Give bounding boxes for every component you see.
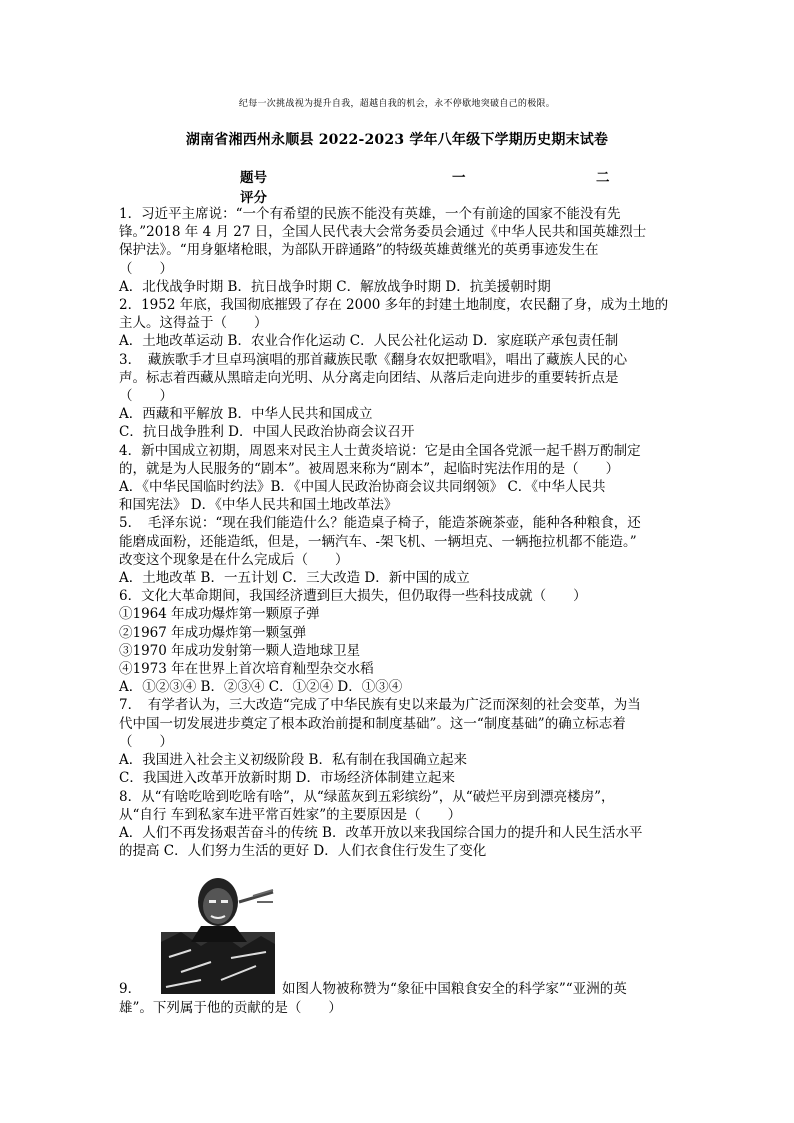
q3-options: C．抗日战争胜利 D．中国人民政治协商会议召开 (119, 424, 415, 441)
q8-line: 从“自行 车到私家车进平常百姓家”的主要原因是（ ） (119, 806, 462, 823)
q7-line: 代中国一切发展进步奠定了根本政治前提和制度基础”。这一“制度基础”的确立标志着 (119, 715, 626, 732)
q5-line: 5． 毛泽东说：“现在我们能造什么？能造桌子椅子，能造茶碗茶壶，能种各种粮食，还 (119, 515, 641, 532)
question-4 (119, 442, 679, 515)
q2-line: 主人。这得益于（ ） (119, 315, 268, 332)
portrait-photo (161, 862, 275, 994)
q7-line: 7． 有学者认为，三大改造“完成了中华民族有史以来最为广泛而深刻的社会变革，为当 (119, 697, 641, 714)
q1-line: （ ） (119, 260, 173, 277)
q3-line: 3． 藏族歌手才旦卓玛演唱的那首藏族民歌《翻身农奴把歌唱》，唱出了藏族人民的心 (119, 351, 628, 368)
score-row-score (240, 186, 620, 206)
q3-line: 声。标志着西藏从黑暗走向光明、从分离走向团结、从落后走向进步的重要转折点是 (119, 369, 619, 386)
question-3 (119, 351, 679, 442)
q7-options: A．我国进入社会主义初级阶段 B．私有制在我国确立起来 (119, 752, 467, 769)
q3-options: A．西藏和平解放 B．中华人民共和国成立 (119, 406, 373, 423)
q2-options: A．土地改革运动 B．农业合作化运动 C．人民公社化运动 D．家庭联产承包责任制 (119, 333, 619, 350)
score-table (240, 166, 620, 206)
q4-line: 4．新中国成立初期，周恩来对民主人士黄炎培说：它是由全国各党派一起千斟万酌制定 (119, 442, 641, 459)
question-1 (119, 205, 679, 296)
score-label-score: 评分 (240, 190, 267, 206)
question-8 (119, 788, 679, 861)
question-2 (119, 296, 679, 351)
q1-line: 1．习近平主席说：“一个有希望的民族不能没有英雄，一个有前途的国家不能没有先 (119, 206, 621, 222)
q8-options: 的提高 C．人们努力生活的更好 D．人们衣食住行发生了变化 (119, 843, 487, 860)
q5-line: 改变这个现象是在什么完成后（ ） (119, 551, 349, 568)
q4-line: 的，就是为人民服务的“剧本”。被周恩来称为“剧本”，起临时宪法作用的是（ ） (119, 460, 620, 477)
q9-figure-line (119, 862, 679, 1002)
q6-item: ②1967 年成功爆炸第一颗氢弹 (119, 624, 307, 641)
q4-options: 和国宪法》 D．《中华人民共和国土地改革法》 (119, 497, 398, 514)
q7-options: C．我国进入改革开放新时期 D．市场经济体制建立起来 (119, 770, 455, 787)
q6-item: ①1964 年成功爆炸第一颗原子弹 (119, 606, 320, 623)
q6-options: A．①②③④ B．②③④ C．①②④ D．①③④ (119, 679, 403, 696)
question-9 (119, 862, 679, 1016)
q1-line: 保护法》。“用身躯堵枪眼，为部队开辟通路”的特级英雄黄继光的英勇事迹发生在 (119, 242, 599, 259)
q6-item: ④1973 年在世界上首次培育籼型杂交水稻 (119, 661, 374, 678)
score-col-two: 二 (596, 170, 610, 186)
q3-line: （ ） (119, 388, 173, 405)
q2-line: 2．1952 年底，我国彻底摧毁了存在 2000 多年的封建土地制度，农民翻了身，成为土地的 (119, 297, 669, 314)
question-7 (119, 696, 679, 787)
q5-line: 能磨成面粉，还能造纸，但是，一辆汽车、-架飞机、一辆坦克、一辆拖拉机都不能造。” (119, 533, 637, 550)
q9-number: 9． (119, 981, 142, 998)
q8-options: A．人们不再发扬艰苦奋斗的传统 B．改革开放以来我国综合国力的提升和人民生活水平 (119, 824, 643, 841)
q4-options: A．《中华民国临时约法》B．《中国人民政治协商会议共同纲领》 C．《中华人民共 (119, 479, 606, 496)
q8-line: 8．从“有啥吃啥到吃啥有啥”，从“绿蓝灰到五彩缤纷”，从“破烂平房到漂亮楼房”， (119, 788, 615, 805)
question-list (119, 205, 679, 1017)
q6-line: 6．文化大革命期间，我国经济遭到巨大损失，但仍取得一些科技成就（ ） (119, 588, 587, 605)
q5-options: A．土地改革 B．一五计划 C．三大改造 D．新中国的成立 (119, 570, 470, 587)
exam-title: 湖南省湘西州永顺县 2022-2023 学年八年级下学期历史期末试卷 (185, 132, 609, 148)
q1-line: 锋。”2018 年 4 月 27 日，全国人民代表大会常务委员会通过《中华人民共和国英雄烈士 (119, 224, 647, 241)
q1-options: A．北伐战争时期 B．抗日战争时期 C．解放战争时期 D．抗美援朝时期 (119, 278, 551, 295)
page-motto: 纪每一次挑战视为提升自我，超越自我的机会，永不停歇地突破自己的极限。 (238, 99, 556, 109)
question-5 (119, 514, 679, 587)
q9-line: 如图人物被称赞为“象征中国粮食安全的科学家”“亚洲的英 (282, 981, 627, 998)
question-6 (119, 587, 679, 696)
score-label-number: 题号 (240, 170, 267, 186)
score-row-number (240, 166, 620, 186)
score-col-one: 一 (452, 170, 466, 186)
q7-line: （ ） (119, 733, 173, 750)
q9-line: 雄”。下列属于他的贡献的是（ ） (119, 999, 342, 1016)
q6-item: ③1970 年成功发射第一颗人造地球卫星 (119, 642, 361, 659)
